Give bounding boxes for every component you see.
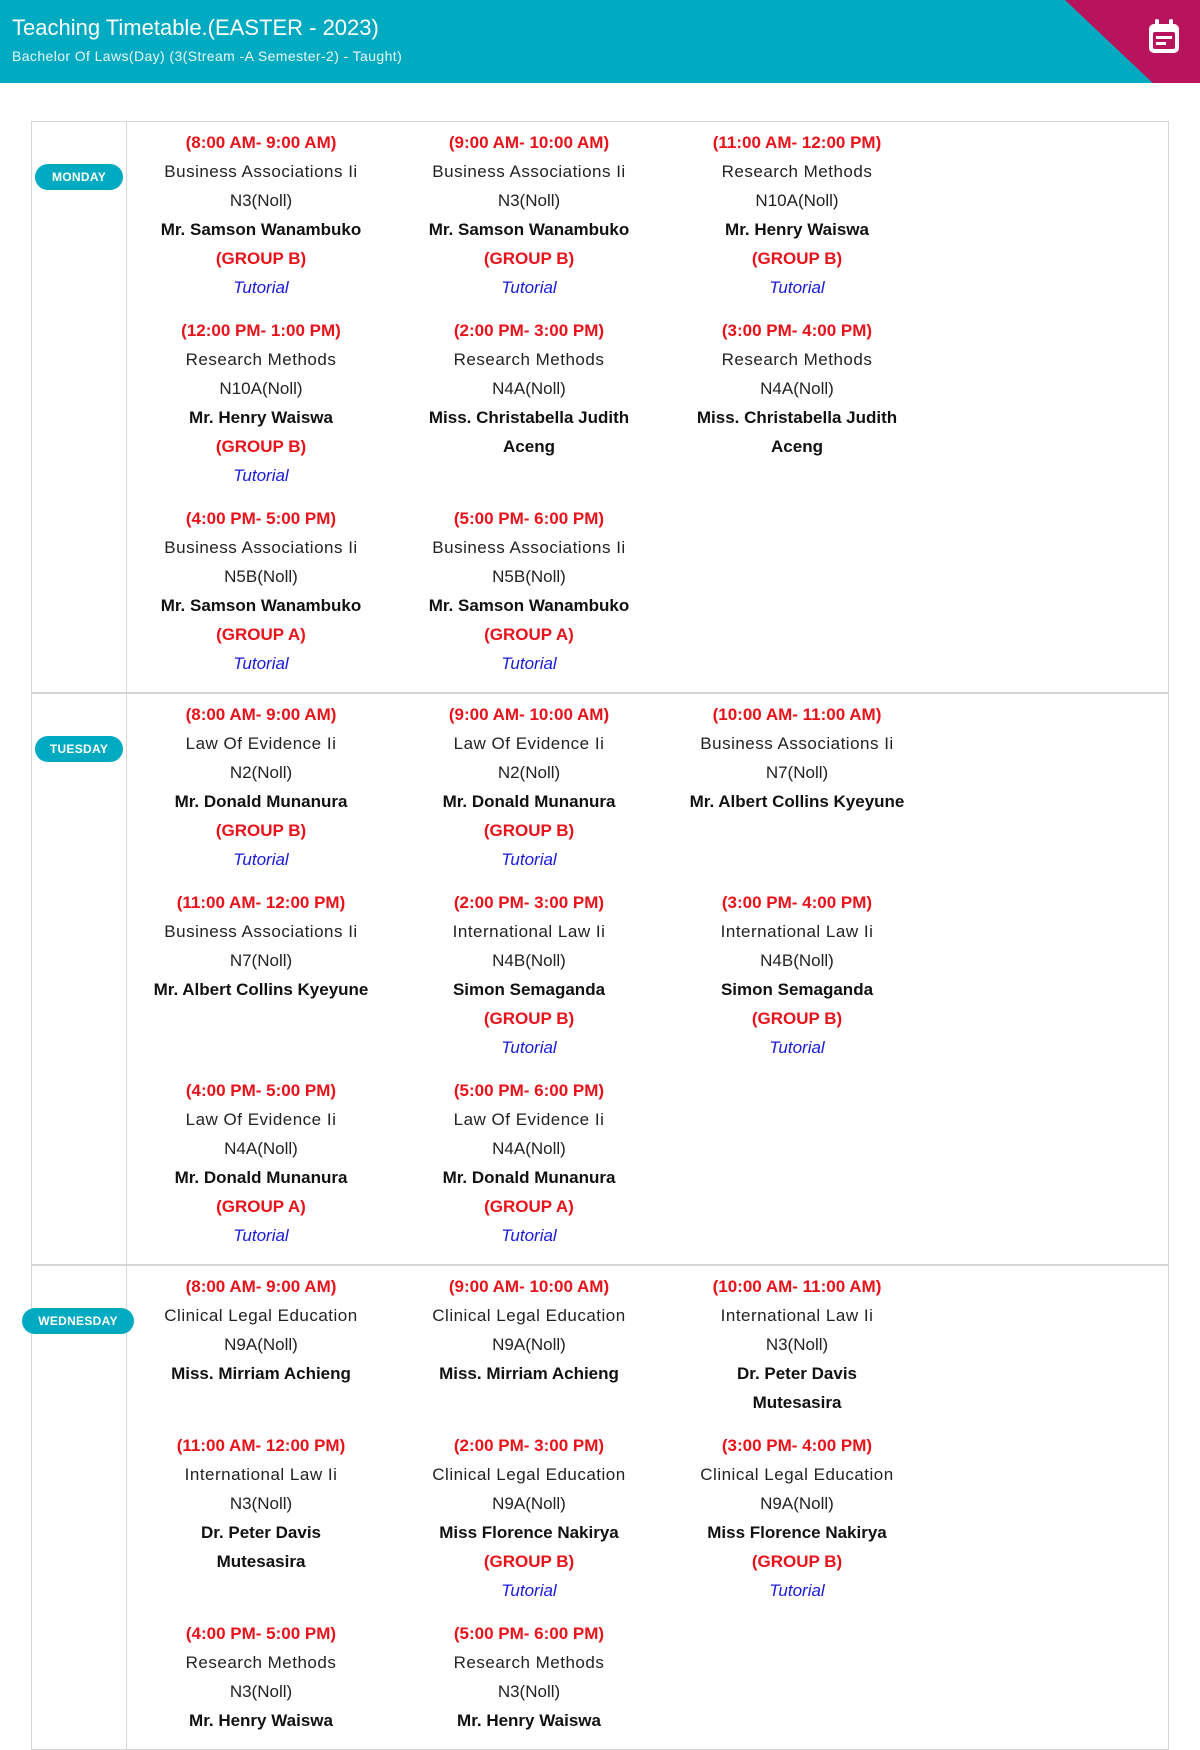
room-name: N9A(Noll) [224, 1335, 298, 1354]
group-label: (GROUP B) [751, 1009, 843, 1028]
lecturer-name: Mr. Donald Munanura [442, 792, 616, 811]
day-column [32, 694, 127, 1264]
timetable-slot [127, 504, 395, 692]
lecturer-name: Mr. Henry Waiswa [725, 220, 869, 239]
timetable-slot [395, 316, 663, 504]
page-title: Teaching Timetable.(EASTER - 2023) [12, 15, 379, 40]
session-type: Tutorial [233, 466, 289, 485]
timetable-slot [395, 1431, 663, 1619]
slot-time: (3:00 PM- 4:00 PM) [721, 1436, 873, 1455]
group-label: (GROUP A) [484, 625, 574, 644]
course-name: Clinical Legal Education [432, 1465, 626, 1484]
timetable-slot [127, 1619, 395, 1749]
slot-time: (2:00 PM- 3:00 PM) [453, 1436, 605, 1455]
group-label: (GROUP A) [484, 1197, 574, 1216]
timetable-slot [127, 316, 395, 504]
group-label: (GROUP B) [215, 821, 307, 840]
day-column [32, 122, 127, 692]
group-label: (GROUP B) [751, 1552, 843, 1571]
timetable-slot [127, 128, 395, 316]
lecturer-name: Miss Florence Nakirya [707, 1523, 887, 1542]
lecturer-name: Miss Florence Nakirya [439, 1523, 619, 1542]
slot-time: (2:00 PM- 3:00 PM) [453, 321, 605, 340]
room-name: N4A(Noll) [760, 379, 834, 398]
timetable-slot [663, 128, 931, 316]
course-name: Research Methods [453, 350, 605, 369]
day-badge: MONDAY [35, 164, 123, 190]
lecturer-name: Mr. Samson Wanambuko [428, 220, 630, 239]
course-name: Business Associations Ii [164, 162, 358, 181]
slot-time: (4:00 PM- 5:00 PM) [185, 509, 337, 528]
lecturer-name: Simon Semaganda [720, 980, 874, 999]
slot-time: (5:00 PM- 6:00 PM) [453, 509, 605, 528]
day-column [32, 1266, 127, 1749]
room-name: N4A(Noll) [492, 1139, 566, 1158]
slot-time: (10:00 AM- 11:00 AM) [712, 705, 882, 724]
lecturer-name: Mr. Samson Wanambuko [160, 220, 362, 239]
course-name: Business Associations Ii [164, 538, 358, 557]
day-badge: TUESDAY [35, 736, 123, 762]
timetable-slot [663, 1272, 931, 1431]
timetable-slot [395, 1076, 663, 1264]
session-type: Tutorial [501, 1038, 557, 1057]
room-name: N3(Noll) [497, 191, 561, 210]
room-name: N3(Noll) [497, 1682, 561, 1701]
day-row-tuesday [32, 694, 1168, 1266]
page-header [0, 0, 1200, 83]
slot-time: (8:00 AM- 9:00 AM) [185, 133, 337, 152]
lecturer-name: Simon Semaganda [452, 980, 606, 999]
room-name: N9A(Noll) [492, 1335, 566, 1354]
course-name: Clinical Legal Education [164, 1306, 358, 1325]
page-subtitle: Bachelor Of Laws(Day) (3(Stream -A Semester-2) - Taught) [12, 48, 403, 64]
timetable-slot [395, 504, 663, 692]
session-type: Tutorial [501, 1226, 557, 1245]
course-name: Clinical Legal Education [700, 1465, 894, 1484]
lecturer-name: Mr. Albert Collins Kyeyune [153, 980, 369, 999]
timetable-slot [395, 128, 663, 316]
calendar-icon[interactable] [1146, 18, 1182, 56]
room-name: N2(Noll) [497, 763, 561, 782]
room-name: N4A(Noll) [492, 379, 566, 398]
lecturer-name: Mr. Donald Munanura [174, 1168, 348, 1187]
group-label: (GROUP B) [751, 249, 843, 268]
course-name: Business Associations Ii [432, 162, 626, 181]
room-name: N4B(Noll) [492, 951, 566, 970]
day-badge: WEDNESDAY [22, 1308, 134, 1334]
day-row-wednesday [32, 1266, 1168, 1749]
slot-time: (9:00 AM- 10:00 AM) [448, 1277, 610, 1296]
session-type: Tutorial [501, 654, 557, 673]
lecturer-name: Mr. Albert Collins Kyeyune [689, 792, 905, 811]
course-name: International Law Ii [720, 1306, 874, 1325]
room-name: N3(Noll) [229, 1494, 293, 1513]
course-name: International Law Ii [184, 1465, 338, 1484]
slot-time: (12:00 PM- 1:00 PM) [181, 321, 341, 340]
session-type: Tutorial [233, 850, 289, 869]
room-name: N3(Noll) [229, 191, 293, 210]
timetable-slot [663, 316, 931, 504]
lecturer-name: Mr. Samson Wanambuko [428, 596, 630, 615]
course-name: Research Methods [185, 1653, 337, 1672]
group-label: (GROUP B) [483, 821, 575, 840]
course-name: Research Methods [453, 1653, 605, 1672]
session-type: Tutorial [233, 278, 289, 297]
lecturer-name: Miss. Christabella Judith [428, 408, 630, 427]
lecturer-name: Mutesasira [752, 1393, 842, 1412]
timetable-slot [127, 1272, 395, 1431]
slot-time: (8:00 AM- 9:00 AM) [185, 1277, 337, 1296]
room-name: N4B(Noll) [760, 951, 834, 970]
slot-time: (3:00 PM- 4:00 PM) [721, 321, 873, 340]
lecturer-name: Mr. Donald Munanura [442, 1168, 616, 1187]
lecturer-name: Miss. Christabella Judith [696, 408, 898, 427]
room-name: N9A(Noll) [492, 1494, 566, 1513]
session-type: Tutorial [501, 850, 557, 869]
timetable-slot [395, 1272, 663, 1431]
room-name: N7(Noll) [229, 951, 293, 970]
timetable-slot [395, 888, 663, 1076]
course-name: Research Methods [721, 350, 873, 369]
timetable-slot [127, 1076, 395, 1264]
lecturer-name: Mr. Henry Waiswa [457, 1711, 601, 1730]
timetable-slot [395, 1619, 663, 1749]
room-name: N3(Noll) [765, 1335, 829, 1354]
room-name: N4A(Noll) [224, 1139, 298, 1158]
course-name: Research Methods [185, 350, 337, 369]
slot-time: (11:00 AM- 12:00 PM) [176, 1436, 346, 1455]
room-name: N5B(Noll) [492, 567, 566, 586]
course-name: Clinical Legal Education [432, 1306, 626, 1325]
slot-time: (9:00 AM- 10:00 AM) [448, 705, 610, 724]
room-name: N10A(Noll) [755, 191, 839, 210]
slot-time: (11:00 AM- 12:00 PM) [712, 133, 882, 152]
course-name: Business Associations Ii [700, 734, 894, 753]
course-name: Law Of Evidence Ii [453, 1110, 605, 1129]
group-label: (GROUP B) [483, 1009, 575, 1028]
slot-time: (5:00 PM- 6:00 PM) [453, 1081, 605, 1100]
slot-grid [127, 694, 1168, 1264]
session-type: Tutorial [769, 1581, 825, 1600]
room-name: N5B(Noll) [224, 567, 298, 586]
lecturer-name: Miss. Mirriam Achieng [439, 1364, 619, 1383]
slot-time: (3:00 PM- 4:00 PM) [721, 893, 873, 912]
lecturer-name: Mr. Henry Waiswa [189, 408, 333, 427]
room-name: N3(Noll) [229, 1682, 293, 1701]
slot-time: (5:00 PM- 6:00 PM) [453, 1624, 605, 1643]
timetable-slot [663, 888, 931, 1076]
timetable-slot [663, 700, 931, 888]
course-name: Law Of Evidence Ii [185, 1110, 337, 1129]
lecturer-name: Miss. Mirriam Achieng [171, 1364, 351, 1383]
room-name: N2(Noll) [229, 763, 293, 782]
slot-grid [127, 1266, 1168, 1749]
timetable [31, 121, 1169, 1750]
group-label: (GROUP B) [483, 249, 575, 268]
timetable-slot [127, 700, 395, 888]
slot-time: (8:00 AM- 9:00 AM) [185, 705, 337, 724]
lecturer-name: Aceng [771, 437, 823, 456]
slot-grid [127, 122, 1168, 692]
lecturer-name: Mutesasira [216, 1552, 306, 1571]
course-name: Business Associations Ii [432, 538, 626, 557]
course-name: Business Associations Ii [164, 922, 358, 941]
slot-time: (11:00 AM- 12:00 PM) [176, 893, 346, 912]
session-type: Tutorial [769, 278, 825, 297]
session-type: Tutorial [233, 1226, 289, 1245]
timetable-slot [127, 1431, 395, 1619]
course-name: Law Of Evidence Ii [453, 734, 605, 753]
group-label: (GROUP B) [215, 437, 307, 456]
group-label: (GROUP B) [483, 1552, 575, 1571]
day-row-monday [32, 122, 1168, 694]
lecturer-name: Aceng [503, 437, 555, 456]
lecturer-name: Mr. Henry Waiswa [189, 1711, 333, 1730]
lecturer-name: Dr. Peter Davis [200, 1523, 321, 1542]
session-type: Tutorial [501, 278, 557, 297]
lecturer-name: Mr. Samson Wanambuko [160, 596, 362, 615]
course-name: International Law Ii [452, 922, 606, 941]
timetable-slot [395, 700, 663, 888]
room-name: N10A(Noll) [219, 379, 303, 398]
slot-time: (10:00 AM- 11:00 AM) [712, 1277, 882, 1296]
group-label: (GROUP B) [215, 249, 307, 268]
course-name: Research Methods [721, 162, 873, 181]
timetable-slot [127, 888, 395, 1076]
session-type: Tutorial [501, 1581, 557, 1600]
timetable-slot [663, 1431, 931, 1619]
group-label: (GROUP A) [216, 625, 306, 644]
group-label: (GROUP A) [216, 1197, 306, 1216]
slot-time: (4:00 PM- 5:00 PM) [185, 1624, 337, 1643]
course-name: Law Of Evidence Ii [185, 734, 337, 753]
slot-time: (4:00 PM- 5:00 PM) [185, 1081, 337, 1100]
room-name: N9A(Noll) [760, 1494, 834, 1513]
slot-time: (2:00 PM- 3:00 PM) [453, 893, 605, 912]
session-type: Tutorial [769, 1038, 825, 1057]
session-type: Tutorial [233, 654, 289, 673]
room-name: N7(Noll) [765, 763, 829, 782]
slot-time: (9:00 AM- 10:00 AM) [448, 133, 610, 152]
course-name: International Law Ii [720, 922, 874, 941]
lecturer-name: Mr. Donald Munanura [174, 792, 348, 811]
lecturer-name: Dr. Peter Davis [736, 1364, 857, 1383]
